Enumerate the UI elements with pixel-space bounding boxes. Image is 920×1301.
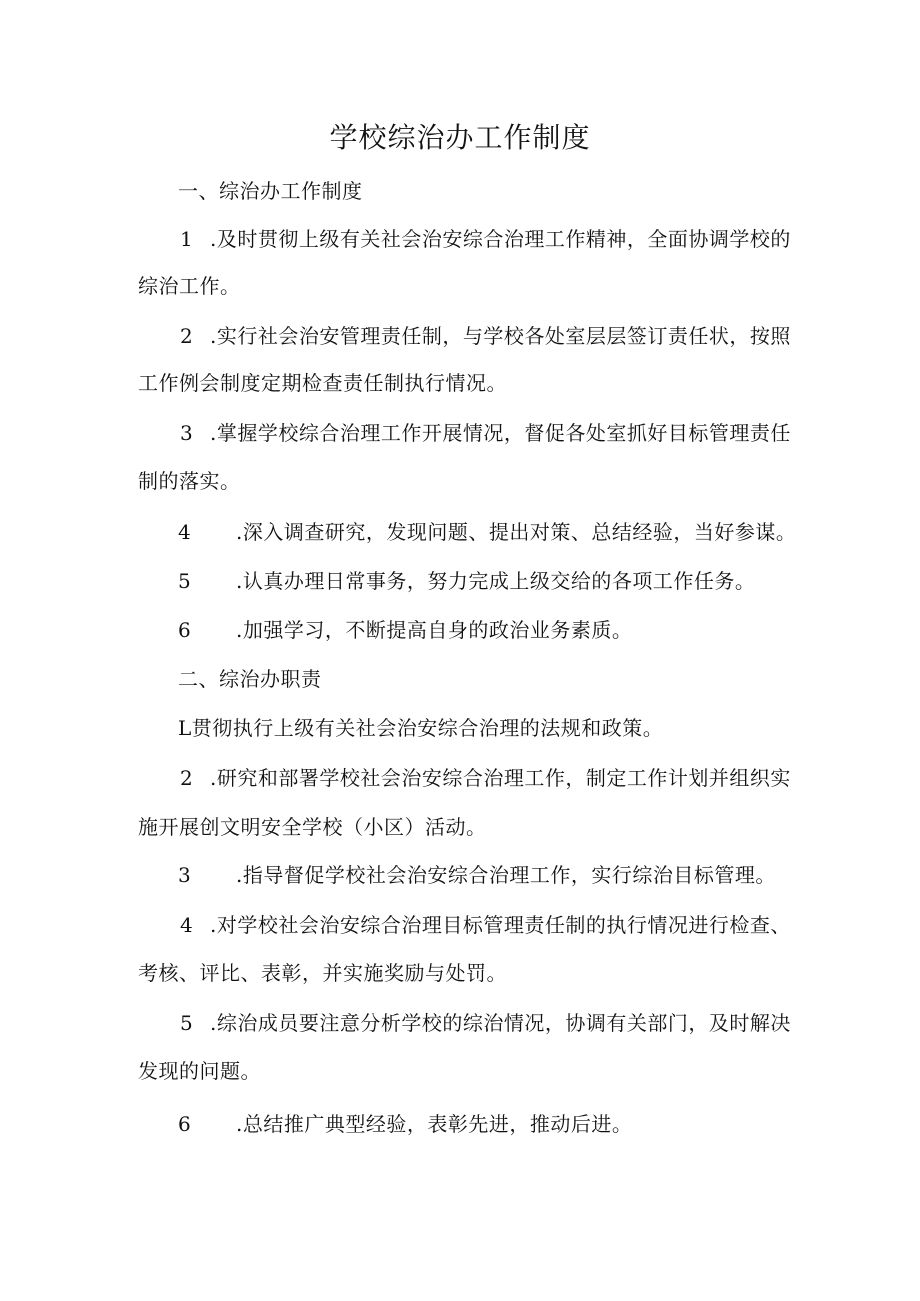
item-text: .掌握学校综合治理工作开展情况，督促各处室抓好目标管理责任	[210, 421, 791, 445]
item-number: 4	[178, 520, 192, 544]
duty-item-4-line1	[180, 910, 791, 940]
list-item-6	[178, 615, 632, 645]
duty-item-2-line1	[180, 763, 791, 793]
item-number: 3	[178, 863, 192, 887]
document-title: 学校综治办工作制度	[329, 121, 591, 154]
list-item-3-line2: 制的落实。	[138, 469, 241, 493]
duty-item-4-line2: 考核、评比、表彰，并实施奖励与处罚。	[138, 961, 507, 985]
section-heading-2: 二、综治办职责	[178, 667, 322, 691]
item-text: .研究和部署学校社会治安综合治理工作，制定工作计划并组织实	[210, 766, 791, 790]
duty-item-5-line2: 发现的问题。	[138, 1059, 261, 1083]
item-number: 6	[178, 618, 192, 642]
duty-item-6	[178, 1109, 632, 1139]
duty-item-2-line2: 施开展创文明安全学校（小区）活动。	[138, 815, 487, 839]
item-number: 2	[180, 766, 194, 790]
item-text: .实行社会治安管理责任制，与学校各处室层层签订责任状，按照	[210, 324, 791, 348]
list-item-2-line1	[180, 321, 791, 351]
list-item-3-line1	[180, 418, 791, 448]
list-item-2-line2: 工作例会制度定期检查责任制执行情况。	[138, 371, 507, 395]
duty-item-3	[178, 860, 776, 890]
duty-item-5-line1	[180, 1008, 791, 1038]
item-text: .认真办理日常事务，努力完成上级交给的各项工作任务。	[236, 569, 756, 593]
list-item-1-line2: 综治工作。	[138, 274, 241, 298]
item-text: .指导督促学校社会治安综合治理工作，实行综治目标管理。	[236, 863, 776, 887]
list-item-1-line1	[180, 224, 791, 254]
item-text: .深入调查研究，发现问题、提出对策、总结经验，当好参谋。	[236, 520, 797, 544]
item-number: 5	[180, 1011, 194, 1035]
item-number: 5	[178, 569, 192, 593]
list-item-4	[178, 517, 796, 547]
item-text: .总结推广典型经验，表彰先进，推动后进。	[236, 1112, 633, 1136]
item-number: 2	[180, 324, 194, 348]
section-heading-1: 一、综治办工作制度	[178, 179, 363, 203]
list-item-5	[178, 566, 755, 596]
item-text: .加强学习，不断提高自身的政治业务素质。	[236, 618, 633, 642]
item-number: 4	[180, 913, 194, 937]
item-number: 1	[180, 227, 194, 251]
item-number: 6	[178, 1112, 192, 1136]
item-text: .综治成员要注意分析学校的综治情况，协调有关部门，及时解决	[210, 1011, 791, 1035]
item-text: .对学校社会治安综合治理目标管理责任制的执行情况进行检查、	[210, 913, 791, 937]
item-number: 3	[180, 421, 194, 445]
item-text: .及时贯彻上级有关社会治安综合治理工作精神，全面协调学校的	[210, 227, 791, 251]
duty-item-1: L贯彻执行上级有关社会治安综合治理的法规和政策。	[178, 716, 664, 740]
